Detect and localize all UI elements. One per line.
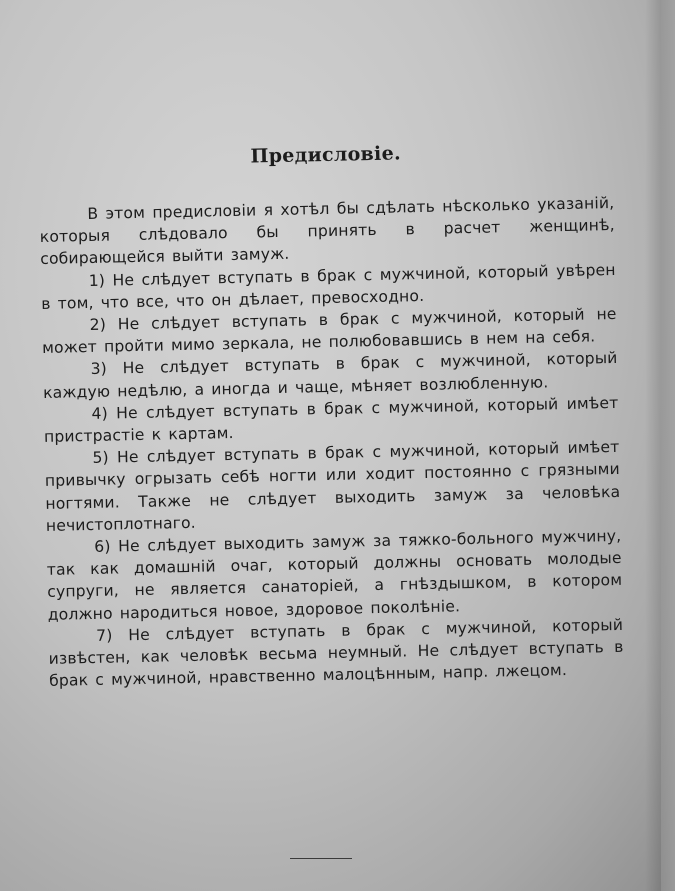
rule-5-paragraph: 5) Не слѣдует вступать в брак с мужчиной, который имѣет привычку огрызать себѣ ногти или ходит постоянно с грязными ногтями. Также не слѣдует выходить замуж за человѣка нечистоплотнаго. [44,438,621,535]
rule-1-paragraph: 1) Не слѣдует вступать в брак с мужчиной, который увѣрен в том, что все, что он дѣлает, превосходно. [41,260,616,313]
section-divider [290,858,352,859]
rule-7-paragraph: 7) Не слѣдует вступать в брак с мужчиной, который извѣстен, как человѣк весьма неумный. Не слѣдует вступать в брак с мужчиной, нравственно малоцѣнным, напр. лжецом. [48,615,624,691]
rule-2-paragraph: 2) Не слѣдует вступать в брак с мужчиной, который не может пройти мимо зеркала, не полюбовавшись в нем на себя. [41,304,617,358]
rule-3-paragraph: 3) Не слѣдует вступать в брак с мужчиной, который каждую недѣлю, а иногда и чаще, мѣняет возлюбленную. [42,349,618,402]
intro-paragraph: В этом предисловіи я хотѣл бы сдѣлать нѣсколько указаній, которыя слѣдовало бы принять в расчет женщинѣ, собирающейся выйти замуж. [39,193,615,269]
rule-4-paragraph: 4) Не слѣдует вступать в брак с мужчиной, который имѣет пристрастіе к картам. [43,393,619,446]
text-block [38,138,624,692]
page-edge [661,0,675,891]
page-title: Предисловіе. [250,142,402,168]
rule-6-paragraph: 6) Не слѣдует выходить замуж за тяжко-больного мужчину, так как домашній очаг, который должны основать молодые супруги, не является санаторіей, а гнѣздышком, в котором должно народиться новое, здоровое поколѣніе. [46,526,623,624]
